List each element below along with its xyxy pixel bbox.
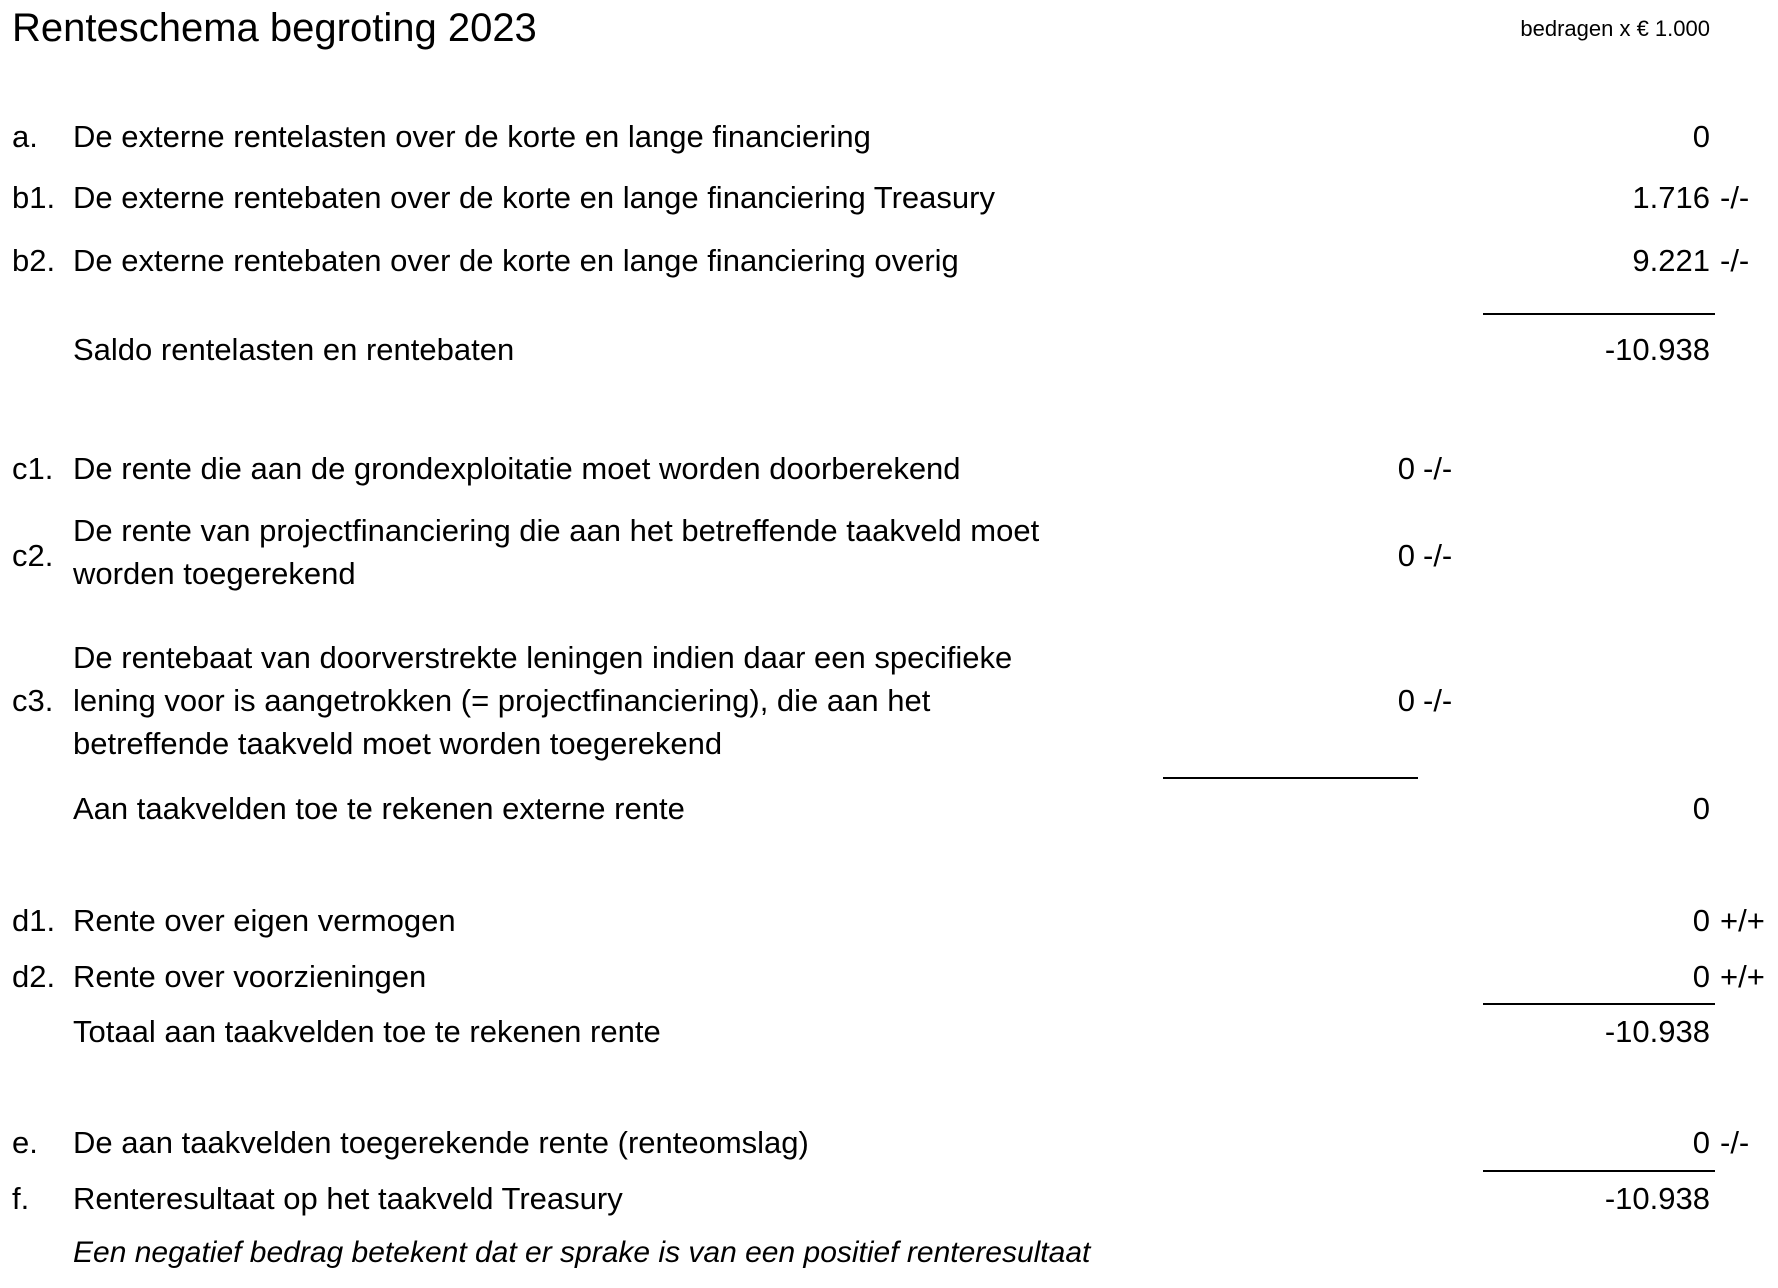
row-c3-value: 0 — [1397, 683, 1415, 718]
row-c2-label-line1: De rente van projectfinanciering die aan het betreffende taakveld moet — [73, 513, 1040, 548]
row-c2-value: 0 — [1397, 538, 1415, 573]
row-f-code: f. — [12, 1181, 30, 1216]
row-e-label: De aan taakvelden toegerekende rente (renteomslag) — [73, 1125, 809, 1160]
row-d1-label: Rente over eigen vermogen — [73, 903, 456, 938]
row-a-value: 0 — [1692, 119, 1710, 154]
row-d2-label: Rente over voorzieningen — [73, 959, 427, 994]
saldo-value: -10.938 — [1604, 332, 1710, 367]
row-c3-code: c3. — [12, 683, 54, 718]
row-c1-label: De rente die aan de grondexploitatie moet worden doorberekend — [73, 451, 961, 486]
row-d1-code: d1. — [12, 903, 56, 938]
row-d2-code: d2. — [12, 959, 56, 994]
row-a-label: De externe rentelasten over de korte en lange financiering — [73, 119, 871, 154]
row-b1-code: b1. — [12, 180, 56, 215]
row-d2-value: 0 — [1692, 959, 1710, 994]
unit-note: bedragen x € 1.000 — [1520, 16, 1710, 41]
page-title: Renteschema begroting 2023 — [12, 6, 537, 50]
d-subtotal-rule — [1483, 1003, 1715, 1005]
row-a-code: a. — [12, 119, 38, 154]
row-c3-label-line2: lening voor is aangetrokken (= projectfinanciering), die aan het — [73, 683, 931, 718]
totaal-label: Totaal aan taakvelden toe te rekenen rente — [73, 1014, 661, 1049]
row-b1-label: De externe rentebaten over de korte en lange financiering Treasury — [73, 180, 995, 215]
row-b2-label: De externe rentebaten over de korte en lange financiering overig — [73, 243, 959, 278]
row-c3-sign: -/- — [1423, 683, 1453, 718]
row-c1-value: 0 — [1397, 451, 1415, 486]
row-f-label: Renteresultaat op het taakveld Treasury — [73, 1181, 623, 1216]
row-b1-sign: -/- — [1720, 180, 1750, 215]
subtotal-rule — [1483, 313, 1715, 315]
row-e-code: e. — [12, 1125, 38, 1160]
row-c2-label-line2: worden toegerekend — [73, 556, 356, 591]
row-e-value: 0 — [1692, 1125, 1710, 1160]
row-e-sign: -/- — [1720, 1125, 1750, 1160]
row-d1-value: 0 — [1692, 903, 1710, 938]
row-c1-code: c1. — [12, 451, 54, 486]
row-c3-label-line1: De rentebaat van doorverstrekte leningen indien daar een specifieke — [73, 640, 1013, 675]
row-b2-code: b2. — [12, 243, 56, 278]
row-c3-label-line3: betreffende taakveld moet worden toegerekend — [73, 726, 723, 761]
totaal-value: -10.938 — [1604, 1014, 1710, 1049]
row-b2-value: 9.221 — [1632, 243, 1710, 278]
e-subtotal-rule — [1483, 1170, 1715, 1172]
row-c2-code: c2. — [12, 538, 54, 573]
row-f-value: -10.938 — [1604, 1181, 1710, 1216]
row-b2-sign: -/- — [1720, 243, 1750, 278]
row-d2-sign: +/+ — [1720, 959, 1765, 994]
extern-rente-value: 0 — [1692, 791, 1710, 826]
row-d1-sign: +/+ — [1720, 903, 1765, 938]
row-c1-sign: -/- — [1423, 451, 1453, 486]
saldo-label: Saldo rentelasten en rentebaten — [73, 332, 515, 367]
extern-rente-label: Aan taakvelden toe te rekenen externe rente — [73, 791, 685, 826]
footnote: Een negatief bedrag betekent dat er sprake is van een positief renteresultaat — [73, 1236, 1091, 1269]
row-b1-value: 1.716 — [1632, 180, 1710, 215]
c-subtotal-rule — [1163, 777, 1418, 779]
row-c2-sign: -/- — [1423, 538, 1453, 573]
